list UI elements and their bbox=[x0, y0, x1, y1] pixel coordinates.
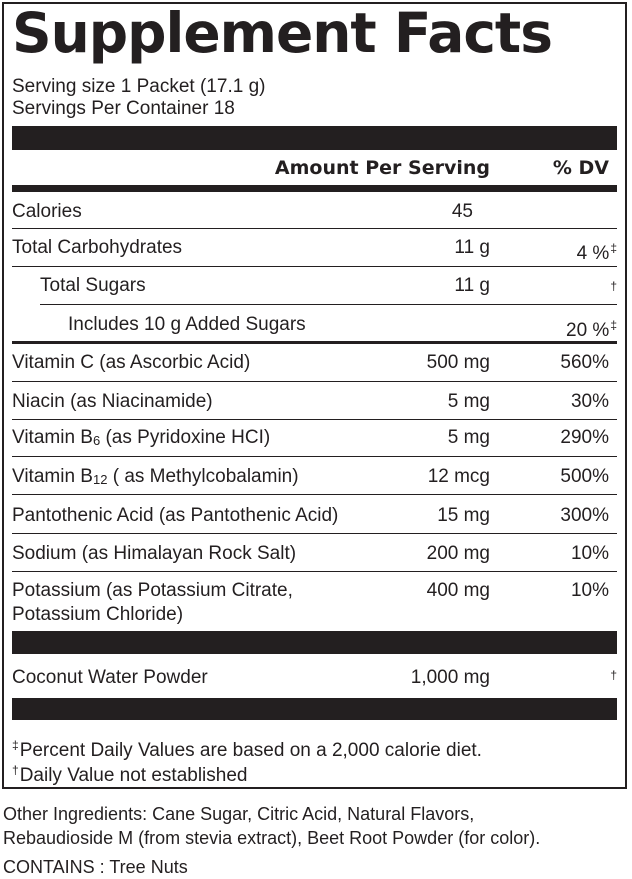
vitamin-c-dv: 560% bbox=[560, 352, 609, 373]
other-ingredients-line1: Other Ingredients: Cane Sugar, Citric Acid, Natural Flavors, bbox=[3, 804, 475, 824]
vitamin-b6-dv: 290% bbox=[560, 427, 609, 448]
header-divider bbox=[12, 185, 617, 192]
sodium-dv: 10% bbox=[570, 543, 609, 564]
carbs-dv: 4 %‡ bbox=[576, 241, 617, 264]
carbs-label: Total Carbohydrates bbox=[12, 237, 183, 258]
niacin-dv: 30% bbox=[570, 391, 609, 412]
row-divider bbox=[12, 494, 617, 495]
row-divider bbox=[12, 456, 617, 457]
footnote-dv-not-established: †Daily Value not established bbox=[12, 763, 248, 786]
pantothenic-label: Pantothenic Acid (as Pantothenic Acid) bbox=[12, 505, 339, 526]
panel-title: Supplement Facts bbox=[12, 1, 552, 65]
allergen-contains: CONTAINS : Tree Nuts bbox=[3, 857, 188, 877]
calories-label: Calories bbox=[12, 201, 82, 222]
row-divider bbox=[12, 228, 617, 229]
coconut-water-amount: 1,000 mg bbox=[410, 667, 490, 688]
row-divider bbox=[12, 381, 617, 382]
sugars-amount: 11 g bbox=[454, 275, 490, 296]
potassium-label-line1: Potassium (as Potassium Citrate, bbox=[12, 580, 293, 601]
divider-medium bbox=[12, 341, 617, 344]
serving-size: Serving size 1 Packet (17.1 g) bbox=[12, 76, 266, 97]
niacin-label: Niacin (as Niacinamide) bbox=[12, 391, 213, 412]
thick-divider-middle bbox=[12, 631, 617, 654]
potassium-dv: 10% bbox=[570, 580, 609, 601]
footnote-percent-dv: ‡Percent Daily Values are based on a 2,000 calorie diet. bbox=[12, 738, 482, 761]
sugars-dv: † bbox=[610, 279, 617, 293]
potassium-label-line2: Potassium Chloride) bbox=[12, 604, 184, 625]
vitamin-b12-label: Vitamin B12 ( as Methylcobalamin) bbox=[12, 466, 299, 487]
niacin-amount: 5 mg bbox=[447, 391, 490, 412]
carbs-amount: 11 g bbox=[454, 237, 490, 258]
pantothenic-amount: 15 mg bbox=[437, 505, 490, 526]
amount-per-serving-header: Amount Per Serving bbox=[274, 157, 490, 179]
thick-divider-top bbox=[12, 126, 617, 150]
vitamin-b6-amount: 5 mg bbox=[447, 427, 490, 448]
row-divider bbox=[12, 266, 617, 267]
coconut-water-dv: † bbox=[610, 668, 617, 682]
coconut-water-label: Coconut Water Powder bbox=[12, 667, 208, 688]
row-divider bbox=[12, 571, 617, 572]
added-sugars-label: Includes 10 g Added Sugars bbox=[68, 314, 306, 335]
sodium-label: Sodium (as Himalayan Rock Salt) bbox=[12, 543, 297, 564]
sodium-amount: 200 mg bbox=[426, 543, 490, 564]
sugars-label: Total Sugars bbox=[40, 275, 146, 296]
row-divider bbox=[12, 419, 617, 420]
vitamin-c-label: Vitamin C (as Ascorbic Acid) bbox=[12, 352, 251, 373]
potassium-amount: 400 mg bbox=[426, 580, 490, 601]
added-sugars-dv: 20 %‡ bbox=[566, 318, 617, 341]
other-ingredients-line2: Rebaudioside M (from stevia extract), Beet Root Powder (for color). bbox=[3, 828, 541, 848]
pantothenic-dv: 300% bbox=[560, 505, 609, 526]
row-divider bbox=[12, 533, 617, 534]
vitamin-c-amount: 500 mg bbox=[426, 352, 490, 373]
servings-per-container: Servings Per Container 18 bbox=[12, 98, 235, 119]
dv-header: % DV bbox=[552, 157, 609, 179]
calories-amount: 45 bbox=[451, 201, 473, 222]
vitamin-b6-label: Vitamin B6 (as Pyridoxine HCI) bbox=[12, 427, 271, 448]
row-divider bbox=[40, 304, 617, 305]
thick-divider-bottom bbox=[12, 698, 617, 720]
vitamin-b12-dv: 500% bbox=[560, 466, 609, 487]
vitamin-b12-amount: 12 mcg bbox=[427, 466, 490, 487]
